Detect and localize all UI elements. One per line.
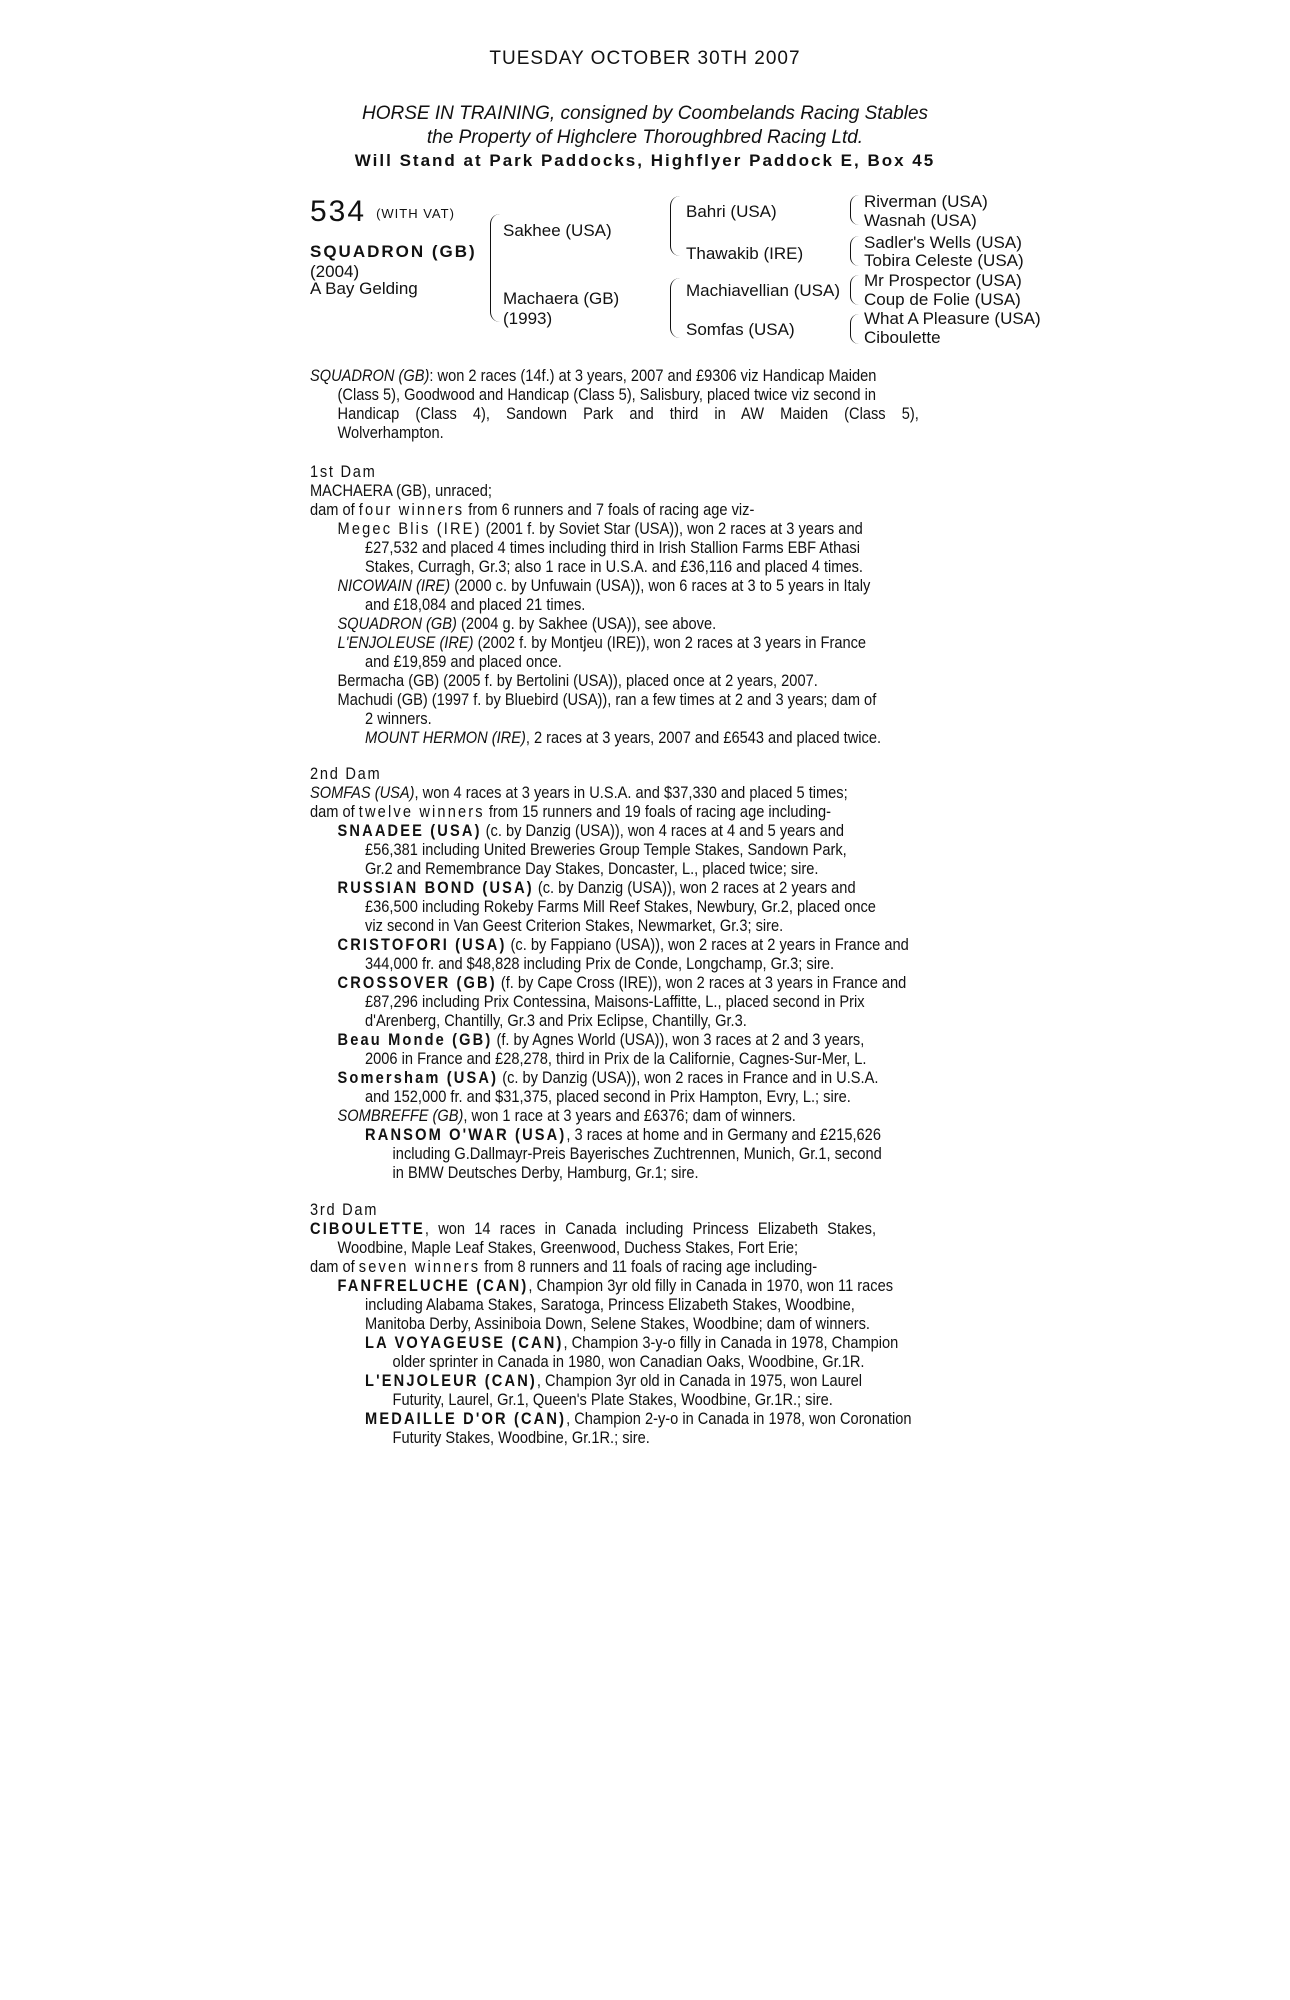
vat-note: (WITH VAT) (376, 205, 455, 221)
lot-number: 534 (310, 195, 367, 228)
sire: Sakhee (USA) (503, 221, 612, 240)
summary-horse-name: SQUADRON (GB) (310, 366, 430, 385)
sire-sire-sire: Riverman (USA) (864, 192, 988, 211)
location-line: Will Stand at Park Paddocks, Highflyer Paddock E, Box 45 (354, 151, 936, 170)
sire-sire: Bahri (USA) (686, 202, 777, 221)
dam-dam-dam: Ciboulette (864, 328, 941, 347)
race-record-summary: SQUADRON (GB): won 2 races (14f.) at 3 years, 2007 and £9306 viz Handicap Maiden (Class 5), Goodwood and Handicap (Class 5), Salisbury, placed twice viz second in Handicap (Class 4), Sandown Park and third in AW Maiden (Class 5), Wolverhampton. (310, 366, 919, 442)
lot-number-block (310, 195, 455, 229)
sire-sire-dam: Wasnah (USA) (864, 211, 977, 230)
third-dam-heading: 3rd Dam (310, 1200, 379, 1219)
first-dam-section: 1st Dam MACHAERA (GB), unraced; dam of four winners from 6 runners and 7 foals of racing age viz- Megec Blis (IRE) (2001 f. by Soviet Star (USA)), won 2 races at 3 years and £27,532 and placed 4 times including third in Irish Stallion Farms EBF Athasi Stakes, Curragh, Gr.3; also 1 race in U.S.A. and £36,116 and placed 4 times. NICOWAIN (IRE) (2000 c. by Unfuwain (USA)), won 6 races at 3 to 5 years in Italy and £18,084 and placed 21 times. SQUADRON (GB) (2004 g. by Sakhee (USA)), see above. L'ENJOLEUSE (IRE) (2002 f. by Montjeu (IRE)), won 2 races at 3 years in France and £19,859 and placed once. Bermacha (GB) (2005 f. by Bertolini (USA)), placed once at 2 years, 2007. Machudi (GB) (1997 f. by Bluebird (USA)), ran a few times at 2 and 3 years; dam of 2 winners. MOUNT HERMON (IRE), 2 races at 3 years, 2007 and £6543 and placed twice. (310, 462, 882, 747)
dam-dam: Somfas (USA) (686, 320, 795, 339)
dam-sire: Machiavellian (USA) (686, 281, 840, 300)
first-dam-heading: 1st Dam (310, 462, 377, 481)
sire-dam-sire: Sadler's Wells (USA) (864, 233, 1022, 252)
pedigree-brace-dd (850, 314, 859, 344)
dam-sire-dam: Coup de Folie (USA) (864, 290, 1021, 309)
sale-date: TUESDAY OCTOBER 30TH 2007 (489, 48, 801, 69)
pedigree-brace-ss (850, 195, 859, 225)
owner-line: the Property of Highclere Thoroughbred Racing Ltd. (426, 127, 864, 148)
foaling-year: (2004) (310, 262, 360, 281)
consignor-line: HORSE IN TRAINING, consigned by Coombelands Racing Stables (361, 103, 929, 124)
pedigree-brace-main (490, 214, 501, 322)
horse-description: A Bay Gelding (310, 279, 418, 298)
pedigree-brace-ds (850, 275, 859, 305)
dam-sire-sire: Mr Prospector (USA) (864, 271, 1022, 290)
dam-dam-sire: What A Pleasure (USA) (864, 309, 1041, 328)
horse-name: SQUADRON (GB) (310, 242, 477, 261)
dam-year: (1993) (503, 309, 553, 328)
third-dam-section: 3rd Dam CIBOULETTE, won 14 races in Canada including Princess Elizabeth Stakes, Woodbine, Maple Leaf Stakes, Greenwood, Duchess Stakes, Fort Erie; dam of seven winners from 8 runners and 11 foals of racing age including- FANFRELUCHE (CAN), Champion 3yr old filly in Canada in 1970, won 11 races including Alabama Stakes, Saratoga, Princess Elizabeth Stakes, Woodbine, Manitoba Derby, Assiniboia Down, Selene Stakes, Woodbine; dam of winners. LA VOYAGEUSE (CAN), Champion 3-y-o filly in Canada in 1978, Champion older sprinter in Canada in 1980, won Canadian Oaks, Woodbine, Gr.1R. L'ENJOLEUR (CAN), Champion 3yr old in Canada in 1975, won Laurel Futurity, Laurel, Gr.1, Queen's Plate Stakes, Woodbine, Gr.1R.; sire. MEDAILLE D'OR (CAN), Champion 2-y-o in Canada in 1978, won Coronation Futurity Stakes, Woodbine, Gr.1R.; sire. (310, 1200, 912, 1447)
sire-dam: Thawakib (IRE) (686, 244, 804, 263)
sire-dam-dam: Tobira Celeste (USA) (864, 251, 1024, 270)
pedigree-brace-sd (850, 236, 859, 266)
pedigree-brace-dam (670, 278, 680, 338)
second-dam-section: 2nd Dam SOMFAS (USA), won 4 races at 3 years in U.S.A. and $37,330 and placed 5 times; dam of twelve winners from 15 runners and 19 foals of racing age including- SNAADEE (USA) (c. by Danzig (USA)), won 4 races at 4 and 5 years and £56,381 including United Breweries Group Temple Stakes, Sandown Park, Gr.2 and Remembrance Day Stakes, Doncaster, L., placed twice; sire. RUSSIAN BOND (USA) (c. by Danzig (USA)), won 2 races at 2 years and £36,500 including Rokeby Farms Mill Reef Stakes, Newbury, Gr.2, placed once viz second in Van Geest Criterion Stakes, Newmarket, Gr.3; sire. CRISTOFORI (USA) (c. by Fappiano (USA)), won 2 races at 2 years in France and 344,000 fr. and $48,828 including Prix de Conde, Longchamp, Gr.3; sire. CROSSOVER (GB) (f. by Cape Cross (IRE)), won 2 races at 3 years in France and £87,296 including Prix Contessina, Maisons-Laffitte, L., placed second in Prix d'Arenberg, Chantilly, Gr.3 and Prix Eclipse, Chantilly, Gr.3. Beau Monde (GB) (f. by Agnes World (USA)), won 3 races at 2 and 3 years, 2006 in France and £28,278, third in Prix de la Californie, Cagnes-Sur-Mer, L. Somersham (USA) (c. by Danzig (USA)), won 2 races in France and in U.S.A. and 152,000 fr. and $31,375, placed second in Prix Hampton, Evry, L.; sire. SOMBREFFE (GB), won 1 race at 3 years and £6376; dam of winners. RANSOM O'WAR (USA), 3 races at home and in Germany and £215,626 including G.Dallmayr-Preis Bayerisches Zuchtrennen, Munich, Gr.1, second in BMW Deutsches Derby, Hamburg, Gr.1; sire. (310, 764, 909, 1182)
pedigree-brace-sire (670, 196, 680, 256)
dam: Machaera (GB) (503, 289, 620, 308)
second-dam-heading: 2nd Dam (310, 764, 382, 783)
